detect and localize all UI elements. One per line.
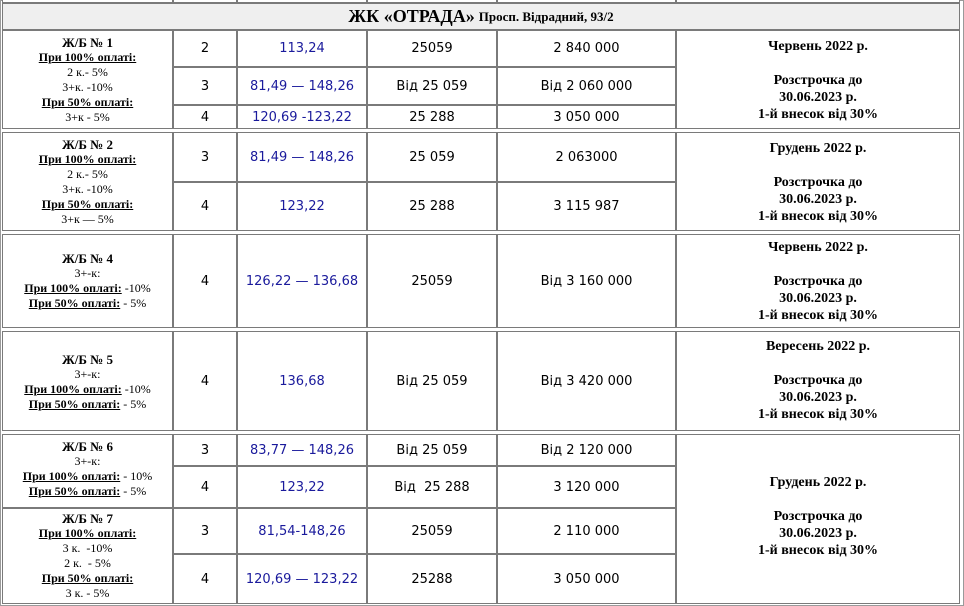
rooms-cell: 4 — [173, 105, 237, 129]
installment-date: 30.06.2023 р. — [779, 526, 857, 541]
block-terms-5 — [2, 331, 173, 431]
complex-title — [2, 3, 960, 30]
rooms-cell: 3 — [173, 67, 237, 105]
area-cell: 120,69 -123,22 — [237, 105, 367, 129]
rooms-label: 3+-к: — [74, 266, 101, 280]
area-cell: 81,54-148,26 — [237, 508, 367, 554]
deadline-cell-6-7 — [676, 434, 960, 604]
total-price-cell: 2 840 000 — [497, 30, 676, 67]
completion-date: Вересень 2022 р. — [765, 339, 871, 354]
discount-line: 3 к. -10% — [62, 541, 113, 555]
installment-date: 30.06.2023 р. — [779, 90, 857, 105]
rooms-cell: 4 — [173, 554, 237, 604]
price-per-m2-cell: 25288 — [367, 554, 497, 604]
deadline-cell-1 — [676, 30, 960, 129]
price-per-m2-cell: Від 25 288 — [367, 466, 497, 508]
price-per-m2-cell: 25059 — [367, 30, 497, 67]
half-payment-label: При 50% оплаті: — [28, 397, 121, 411]
area-cell: 120,69 — 123,22 — [237, 554, 367, 604]
area-cell: 126,22 — 136,68 — [237, 234, 367, 328]
discount-value: - 5% — [120, 296, 147, 310]
complex-name: ЖК «ОТРАДА» — [348, 6, 475, 26]
rooms-cell: 4 — [173, 331, 237, 431]
discount-value: - 5% — [120, 484, 147, 498]
deadline-cell-4 — [676, 234, 960, 328]
rooms-cell: 3 — [173, 132, 237, 182]
discount-line: 3+к. -10% — [62, 182, 113, 196]
deadline-cell-5 — [676, 331, 960, 431]
area-cell: 113,24 — [237, 30, 367, 67]
total-price-cell: 3 050 000 — [497, 554, 676, 604]
area-cell: 81,49 — 148,26 — [237, 132, 367, 182]
installment-label: Розстрочка до — [773, 175, 863, 190]
full-payment-label: При 100% оплаті: — [38, 50, 137, 64]
rooms-cell: 4 — [173, 234, 237, 328]
first-payment: 1-й внесок від 30% — [757, 308, 879, 323]
area-cell: 136,68 — [237, 331, 367, 431]
block-terms-2 — [2, 132, 173, 231]
full-payment-label: При 100% оплаті: — [38, 152, 137, 166]
price-per-m2-cell: 25059 — [367, 234, 497, 328]
installment-label: Розстрочка до — [773, 509, 863, 524]
area-cell: 123,22 — [237, 466, 367, 508]
block-terms-1 — [2, 30, 173, 129]
half-payment-label: При 50% оплаті: — [41, 571, 134, 585]
rooms-cell: 3 — [173, 508, 237, 554]
total-price-cell: 3 115 987 — [497, 182, 676, 231]
block-name: Ж/Б № 7 — [61, 511, 114, 526]
block-name: Ж/Б № 2 — [61, 137, 114, 152]
price-per-m2-cell: 25059 — [367, 508, 497, 554]
total-price-cell: Від 2 120 000 — [497, 434, 676, 466]
rooms-cell: 4 — [173, 466, 237, 508]
discount-value: - 5% — [120, 397, 147, 411]
discount-line: 2 к. - 5% — [64, 556, 111, 570]
half-payment-label: При 50% оплаті: — [28, 296, 121, 310]
discount-line: 3 к. - 5% — [65, 586, 110, 600]
first-payment: 1-й внесок від 30% — [757, 543, 879, 558]
discount-line: 3+к. -10% — [62, 80, 113, 94]
discount-line: 2 к.- 5% — [67, 167, 108, 181]
discount-value: -10% — [121, 382, 151, 396]
completion-date: Грудень 2022 р. — [769, 141, 867, 156]
half-payment-label: При 50% оплаті: — [28, 484, 121, 498]
total-price-cell: 2 063000 — [497, 132, 676, 182]
price-per-m2-cell: 25 288 — [367, 105, 497, 129]
price-per-m2-cell: 25 288 — [367, 182, 497, 231]
total-price-cell: Від 2 060 000 — [497, 67, 676, 105]
rooms-label: 3+-к: — [74, 454, 101, 468]
price-per-m2-cell: 25 059 — [367, 132, 497, 182]
total-price-cell: 3 120 000 — [497, 466, 676, 508]
half-payment-label: При 50% оплаті: — [41, 197, 134, 211]
block-name: Ж/Б № 4 — [61, 251, 114, 266]
block-terms-4 — [2, 234, 173, 328]
total-price-cell: 2 110 000 — [497, 508, 676, 554]
area-cell: 81,49 — 148,26 — [237, 67, 367, 105]
first-payment: 1-й внесок від 30% — [757, 209, 879, 224]
discount-line: 3+к — 5% — [61, 212, 114, 226]
discount-line: 2 к.- 5% — [67, 65, 108, 79]
completion-date: Червень 2022 р. — [768, 39, 868, 54]
block-name: Ж/Б № 1 — [61, 35, 114, 50]
installment-date: 30.06.2023 р. — [779, 390, 857, 405]
rooms-cell: 4 — [173, 182, 237, 231]
rooms-cell: 2 — [173, 30, 237, 67]
block-name: Ж/Б № 5 — [61, 352, 114, 367]
first-payment: 1-й внесок від 30% — [757, 407, 879, 422]
total-price-cell: Від 3 420 000 — [497, 331, 676, 431]
installment-label: Розстрочка до — [773, 73, 863, 88]
area-cell: 123,22 — [237, 182, 367, 231]
installment-label: Розстрочка до — [773, 274, 863, 289]
installment-date: 30.06.2023 р. — [779, 291, 857, 306]
completion-date: Червень 2022 р. — [768, 240, 868, 255]
completion-date: Грудень 2022 р. — [769, 475, 867, 490]
total-price-cell: Від 3 160 000 — [497, 234, 676, 328]
block-terms-7 — [2, 508, 173, 604]
area-cell: 83,77 — 148,26 — [237, 434, 367, 466]
block-terms-6 — [2, 434, 173, 508]
rooms-cell: 3 — [173, 434, 237, 466]
installment-date: 30.06.2023 р. — [779, 192, 857, 207]
price-per-m2-cell: Від 25 059 — [367, 434, 497, 466]
price-per-m2-cell: Від 25 059 — [367, 331, 497, 431]
deadline-cell-2 — [676, 132, 960, 231]
installment-label: Розстрочка до — [773, 373, 863, 388]
complex-address: Просп. Відрадний, 93/2 — [478, 8, 614, 24]
full-payment-label: При 100% оплаті: — [24, 382, 122, 396]
discount-value: -10% — [121, 281, 151, 295]
first-payment: 1-й внесок від 30% — [757, 107, 879, 122]
discount-line: 3+к - 5% — [65, 110, 110, 124]
discount-value: - 10% — [120, 469, 153, 483]
full-payment-label: При 100% оплаті: — [38, 526, 137, 540]
block-name: Ж/Б № 6 — [61, 439, 114, 454]
half-payment-label: При 50% оплаті: — [41, 95, 134, 109]
full-payment-label: При 100% оплаті: — [22, 469, 121, 483]
full-payment-label: При 100% оплаті: — [24, 281, 122, 295]
price-per-m2-cell: Від 25 059 — [367, 67, 497, 105]
total-price-cell: 3 050 000 — [497, 105, 676, 129]
rooms-label: 3+-к: — [74, 367, 101, 381]
